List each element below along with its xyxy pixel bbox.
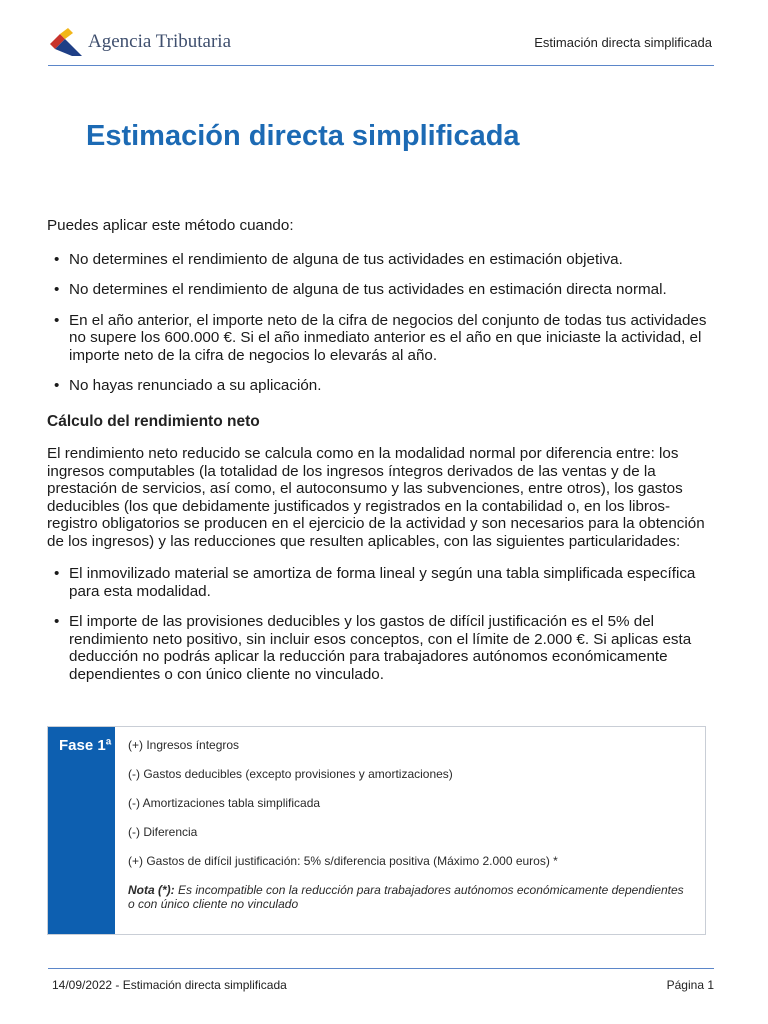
list-item-text: El importe de las provisiones deducibles y los gastos de difícil justificación es el 5% del rendimiento neto positivo, sin incluir esos conceptos, con el límite de 2.000 €. Si aplicas esta deducción no podrás aplicar la reducción para trabajadores autónomos económicamente dependientes o con único cliente no vinculado. [69, 613, 692, 683]
conditions-list [47, 251, 715, 395]
agencia-tributaria-emblem-icon [48, 26, 84, 58]
list-item-text: El inmovilizado material se amortiza de forma lineal y según una tabla simplificada específica para esta modalidad. [69, 565, 696, 600]
list-item [47, 565, 715, 600]
intro-text: Puedes aplicar este método cuando: [47, 217, 294, 234]
agencia-tributaria-logo [48, 26, 231, 58]
note-label: Nota (*): [128, 883, 175, 897]
bullet-icon: • [54, 311, 60, 329]
list-item [47, 281, 715, 299]
section-paragraph: El rendimiento neto reducido se calcula como en la modalidad normal por diferencia entre: los ingresos computables (la totalidad de los ingresos íntegros derivados de las ventas y de la prestación de servicios, así como, el autoconsumo y las subvenciones, entre otros), los gastos deducibles (los que debidamente justificados y registrados en la contabilidad o, en los libros-registro obligatorios se producen en el ejercicio de la actividad y son necesarios para la obtención de los ingresos) y las reducciones que resulten aplicables, con las siguientes particularidades: [47, 445, 705, 550]
phase-row: (-) Gastos deducibles (excepto provisiones y amortizaciones) [128, 767, 453, 781]
phase-row: (+) Gastos de difícil justificación: 5% s/diferencia positiva (Máximo 2.000 euros) * [128, 854, 558, 868]
footer-date-title: 14/09/2022 - Estimación directa simplificada [52, 978, 287, 992]
note-text: Es incompatible con la reducción para trabajadores autónomos económicamente dependientes o con único cliente no vinculado [128, 883, 684, 911]
page-header [48, 22, 714, 66]
list-item-text: No determines el rendimiento de alguna de tus actividades en estimación directa normal. [69, 281, 667, 298]
phase-box [47, 726, 706, 935]
page-footer [48, 968, 714, 996]
list-item [47, 377, 715, 395]
bullet-icon: • [54, 377, 60, 394]
phase-row: (-) Amortizaciones tabla simplificada [128, 796, 321, 810]
page-number: Página 1 [666, 978, 714, 992]
main-content [47, 217, 715, 696]
list-item-text: En el año anterior, el importe neto de la cifra de negocios del conjunto de todas tus actividades no supere los 600.000 €. Si el año inmediato anterior es el año en que iniciaste la actividad, el importe neto de la cifra de negocios lo elevarás al año. [69, 311, 707, 364]
phase-label: Fase 1ª [48, 727, 115, 934]
list-item [47, 613, 715, 683]
phase-rows [115, 727, 705, 934]
bullet-icon: • [54, 250, 60, 268]
phase-row: (-) Diferencia [128, 825, 198, 839]
particularities-list [47, 565, 715, 683]
list-item [47, 312, 715, 365]
section-heading: Cálculo del rendimiento neto [47, 412, 260, 430]
bullet-icon: • [54, 281, 60, 298]
list-item-text: No hayas renunciado a su aplicación. [69, 377, 322, 394]
bullet-icon: • [54, 565, 60, 582]
list-item [47, 251, 715, 269]
page-title: Estimación directa simplificada [86, 120, 520, 152]
list-item-text: No determines el rendimiento de alguna de tus actividades en estimación objetiva. [69, 250, 623, 268]
bullet-icon: • [54, 613, 60, 630]
phase-row: (+) Ingresos íntegros [128, 738, 240, 752]
phase-note [128, 883, 693, 911]
logo-text: Agencia Tributaria [88, 31, 232, 52]
header-section-title: Estimación directa simplificada [534, 35, 712, 50]
